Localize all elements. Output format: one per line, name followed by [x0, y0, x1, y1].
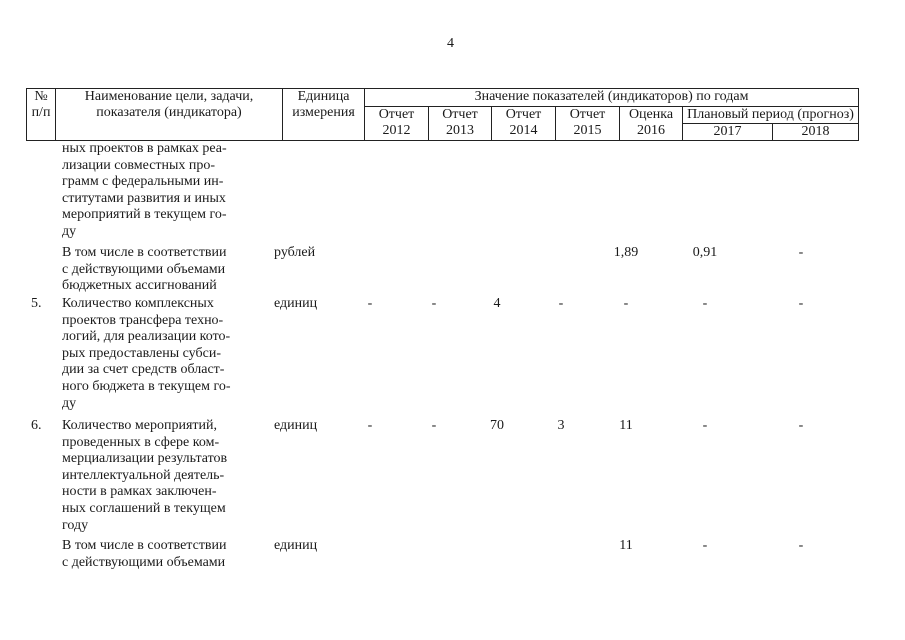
row-2-value-2017: - — [702, 296, 708, 311]
row-3-value-2018: - — [798, 418, 804, 433]
header-name — [56, 89, 283, 141]
indicator-table-header — [26, 88, 859, 141]
row-2-value-2013: - — [431, 296, 437, 311]
row-3-value-2015: 3 — [557, 418, 565, 433]
page-number: 4 — [447, 36, 454, 51]
header-col-2012-text: Отчет 2012 — [378, 107, 415, 138]
row-1-value-2016: 1,89 — [613, 245, 639, 260]
header-col-2013 — [429, 107, 492, 141]
row-2-value-2015: - — [558, 296, 564, 311]
row-3-value-2014: 70 — [490, 418, 504, 433]
row-2-num: 5. — [31, 296, 42, 311]
row-1-desc: В том числе в соответствии с действующими объемами бюджетных ассигнований — [62, 245, 227, 294]
row-2-unit: единиц — [274, 296, 318, 311]
row-1-value-2017: 0,91 — [692, 245, 718, 260]
header-values-group: Значение показателей (индикаторов) по годам — [365, 89, 859, 107]
row-2-value-2014: 4 — [493, 296, 501, 311]
row-3-value-2016: 11 — [619, 418, 633, 433]
header-col-2017: 2017 — [683, 124, 773, 141]
row-3-value-2013: - — [431, 418, 437, 433]
header-name-text: Наименование цели, задачи, показателя (индикатора) — [84, 89, 254, 120]
row-2-desc: Количество комплексных проектов трансфера техно- логий, для реализации кото- рых предоставлены субси- дии за счет средств област- ного бюджета в текущем го- ду — [62, 296, 231, 411]
row-4-value-2017: - — [702, 538, 708, 553]
row-1-unit: рублей — [274, 245, 316, 260]
header-num-text: № п/п — [31, 89, 51, 120]
header-col-2013-text: Отчет 2013 — [442, 107, 478, 138]
row-0-desc: ных проектов в рамках реа- лизации совместных про- грамм с федеральными ин- ститутами развития и иных мероприятий в текущем го- ду — [62, 141, 227, 239]
row-2-value-2012: - — [367, 296, 373, 311]
row-4-value-2018: - — [798, 538, 804, 553]
row-4-desc: В том числе в соответствии с действующими объемами — [62, 538, 227, 570]
header-col-2014 — [492, 107, 556, 141]
header-num — [27, 89, 56, 141]
header-unit-text: Единица измерения — [292, 89, 355, 120]
header-col-2016 — [620, 107, 683, 141]
row-1-value-2018: - — [798, 245, 804, 260]
row-2-value-2016: - — [623, 296, 629, 311]
row-4-value-2016: 11 — [619, 538, 633, 553]
row-3-desc: Количество мероприятий, проведенных в сфере ком- мерциализации результатов интеллектуальной деятель- ности в рамках заключен- ных соглашений в текущем году — [62, 418, 228, 533]
header-unit — [283, 89, 365, 141]
row-2-value-2018: - — [798, 296, 804, 311]
header-col-2014-text: Отчет 2014 — [505, 107, 542, 138]
header-col-2015-text: Отчет 2015 — [569, 107, 606, 138]
row-3-value-2012: - — [367, 418, 373, 433]
row-3-value-2017: - — [702, 418, 708, 433]
header-col-2016-text: Оценка 2016 — [628, 107, 674, 138]
header-plan-group: Плановый период (прогноз) — [683, 107, 859, 124]
row-4-unit: единиц — [274, 538, 318, 553]
header-col-2015 — [556, 107, 620, 141]
row-3-unit: единиц — [274, 418, 318, 433]
header-col-2018: 2018 — [773, 124, 859, 141]
row-3-num: 6. — [31, 418, 42, 433]
header-col-2012 — [365, 107, 429, 141]
